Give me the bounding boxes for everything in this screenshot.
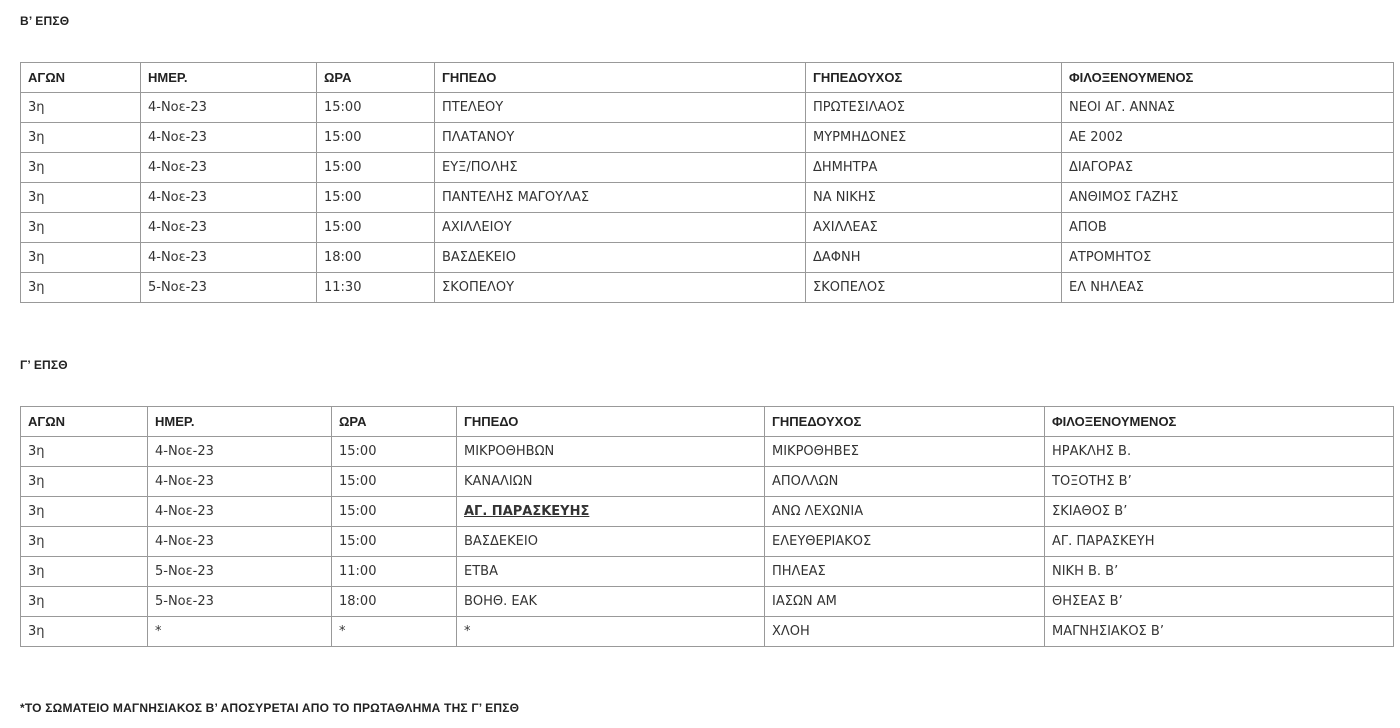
cell-venue: ΒΟΗΘ. ΕΑΚ — [457, 587, 765, 617]
cell-home-team: ΝΑ ΝΙΚΗΣ — [806, 183, 1062, 213]
cell-away-team: ΑΤΡΟΜΗΤΟΣ — [1062, 243, 1394, 273]
header-date: ΗΜΕΡ. — [148, 407, 332, 437]
cell-round: 3η — [21, 213, 141, 243]
cell-away-team: ΝΙΚΗ Β. Β’ — [1045, 557, 1394, 587]
cell-venue: ΠΑΝΤΕΛΗΣ ΜΑΓΟΥΛΑΣ — [435, 183, 806, 213]
cell-home-team: ΔΑΦΝΗ — [806, 243, 1062, 273]
cell-away-team: ΑΕ 2002 — [1062, 123, 1394, 153]
cell-date: 4-Νοε-23 — [141, 243, 317, 273]
cell-venue: ΣΚΟΠΕΛΟΥ — [435, 273, 806, 303]
cell-away-team: ΕΛ ΝΗΛΕΑΣ — [1062, 273, 1394, 303]
cell-date: 4-Νοε-23 — [148, 437, 332, 467]
cell-time: 11:00 — [332, 557, 457, 587]
cell-home-team: ΠΗΛΕΑΣ — [765, 557, 1045, 587]
cell-time: 15:00 — [317, 183, 435, 213]
cell-time: 15:00 — [317, 123, 435, 153]
header-venue: ΓΗΠΕΔΟ — [457, 407, 765, 437]
cell-round: 3η — [21, 93, 141, 123]
header-time: ΩΡΑ — [332, 407, 457, 437]
cell-away-team: ΤΟΞΟΤΗΣ Β’ — [1045, 467, 1394, 497]
table-row — [21, 557, 1394, 587]
cell-venue: ΠΤΕΛΕΟΥ — [435, 93, 806, 123]
table-row — [21, 243, 1394, 273]
cell-round: 3η — [21, 467, 148, 497]
cell-round: 3η — [21, 123, 141, 153]
cell-round: 3η — [21, 527, 148, 557]
header-date: ΗΜΕΡ. — [141, 63, 317, 93]
cell-venue: ΜΙΚΡΟΘΗΒΩΝ — [457, 437, 765, 467]
cell-time: 15:00 — [332, 497, 457, 527]
cell-venue: ΕΥΞ/ΠΟΛΗΣ — [435, 153, 806, 183]
cell-date: 4-Νοε-23 — [141, 153, 317, 183]
cell-home-team: ΑΧΙΛΛΕΑΣ — [806, 213, 1062, 243]
cell-venue: ΑΧΙΛΛΕΙΟΥ — [435, 213, 806, 243]
table-row — [21, 213, 1394, 243]
cell-away-team: ΔΙΑΓΟΡΑΣ — [1062, 153, 1394, 183]
header-time: ΩΡΑ — [317, 63, 435, 93]
cell-home-team: ΕΛΕΥΘΕΡΙΑΚΟΣ — [765, 527, 1045, 557]
cell-away-team: ΝΕΟΙ ΑΓ. ΑΝΝΑΣ — [1062, 93, 1394, 123]
cell-home-team: ΜΙΚΡΟΘΗΒΕΣ — [765, 437, 1045, 467]
header-venue: ΓΗΠΕΔΟ — [435, 63, 806, 93]
header-away-team: ΦΙΛΟΞΕΝΟΥΜΕΝΟΣ — [1045, 407, 1394, 437]
header-home-team: ΓΗΠΕΔΟΥΧΟΣ — [806, 63, 1062, 93]
cell-date: 4-Νοε-23 — [148, 467, 332, 497]
cell-time: 15:00 — [317, 93, 435, 123]
cell-venue: ΒΑΣΔΕΚΕΙΟ — [457, 527, 765, 557]
cell-venue: ΚΑΝΑΛΙΩΝ — [457, 467, 765, 497]
header-round: ΑΓΩΝ — [21, 407, 148, 437]
cell-away-team: ΜΑΓΝΗΣΙΑΚΟΣ Β’ — [1045, 617, 1394, 647]
cell-round: 3η — [21, 183, 141, 213]
cell-venue: ΒΑΣΔΕΚΕΙΟ — [435, 243, 806, 273]
section-title-b-epsth: Β’ ΕΠΣΘ — [20, 14, 70, 28]
cell-time: 18:00 — [332, 587, 457, 617]
fixtures-table-g-epsth — [20, 406, 1394, 647]
cell-time: 15:00 — [317, 153, 435, 183]
cell-date: 4-Νοε-23 — [141, 93, 317, 123]
cell-date: 5-Νοε-23 — [148, 587, 332, 617]
table-row — [21, 467, 1394, 497]
table-row — [21, 497, 1394, 527]
cell-round: 3η — [21, 273, 141, 303]
table-row — [21, 93, 1394, 123]
cell-home-team: ΠΡΩΤΕΣΙΛΑΟΣ — [806, 93, 1062, 123]
cell-home-team: ΔΗΜΗΤΡΑ — [806, 153, 1062, 183]
cell-round: 3η — [21, 557, 148, 587]
table-header-row — [21, 63, 1394, 93]
table-row — [21, 617, 1394, 647]
cell-date: 4-Νοε-23 — [148, 497, 332, 527]
venue-link[interactable]: ΑΓ. ΠΑΡΑΣΚΕΥΗΣ — [457, 497, 765, 527]
cell-away-team: ΑΠΟΒ — [1062, 213, 1394, 243]
cell-away-team: ΣΚΙΑΘΟΣ Β’ — [1045, 497, 1394, 527]
cell-venue: ΠΛΑΤΑΝΟΥ — [435, 123, 806, 153]
cell-time: 11:30 — [317, 273, 435, 303]
cell-home-team: ΑΠΟΛΛΩΝ — [765, 467, 1045, 497]
cell-date: 5-Νοε-23 — [141, 273, 317, 303]
cell-home-team: ΣΚΟΠΕΛΟΣ — [806, 273, 1062, 303]
cell-time: * — [332, 617, 457, 647]
table-row — [21, 527, 1394, 557]
cell-time: 15:00 — [332, 437, 457, 467]
cell-time: 18:00 — [317, 243, 435, 273]
header-home-team: ΓΗΠΕΔΟΥΧΟΣ — [765, 407, 1045, 437]
cell-round: 3η — [21, 587, 148, 617]
table-row — [21, 587, 1394, 617]
cell-round: 3η — [21, 497, 148, 527]
header-round: ΑΓΩΝ — [21, 63, 141, 93]
cell-round: 3η — [21, 153, 141, 183]
section-title-g-epsth: Γ’ ΕΠΣΘ — [20, 358, 68, 372]
table-row — [21, 273, 1394, 303]
cell-away-team: ΑΝΘΙΜΟΣ ΓΑΖΗΣ — [1062, 183, 1394, 213]
cell-date: 4-Νοε-23 — [141, 183, 317, 213]
cell-home-team: ΧΛΟΗ — [765, 617, 1045, 647]
cell-date: 4-Νοε-23 — [141, 123, 317, 153]
cell-time: 15:00 — [332, 527, 457, 557]
header-away-team: ΦΙΛΟΞΕΝΟΥΜΕΝΟΣ — [1062, 63, 1394, 93]
cell-time: 15:00 — [317, 213, 435, 243]
cell-away-team: ΘΗΣΕΑΣ Β’ — [1045, 587, 1394, 617]
table-row — [21, 123, 1394, 153]
cell-date: 4-Νοε-23 — [148, 527, 332, 557]
cell-home-team: ΜΥΡΜΗΔΟΝΕΣ — [806, 123, 1062, 153]
table-row — [21, 183, 1394, 213]
cell-home-team: ΑΝΩ ΛΕΧΩΝΙΑ — [765, 497, 1045, 527]
cell-away-team: ΗΡΑΚΛΗΣ Β. — [1045, 437, 1394, 467]
table-header-row — [21, 407, 1394, 437]
table-row — [21, 437, 1394, 467]
table-row — [21, 153, 1394, 183]
footnote: *ΤΟ ΣΩΜΑΤΕΙΟ ΜΑΓΝΗΣΙΑΚΟΣ Β’ ΑΠΟΣΥΡΕΤΑΙ ΑΠΟ ΤΟ ΠΡΩΤΑΘΛΗΜΑ ΤΗΣ Γ’ ΕΠΣΘ — [20, 701, 520, 715]
fixtures-table-b-epsth — [20, 62, 1394, 303]
cell-round: 3η — [21, 243, 141, 273]
cell-date: 4-Νοε-23 — [141, 213, 317, 243]
cell-venue: ΕΤΒΑ — [457, 557, 765, 587]
cell-time: 15:00 — [332, 467, 457, 497]
cell-home-team: ΙΑΣΩΝ ΑΜ — [765, 587, 1045, 617]
cell-round: 3η — [21, 437, 148, 467]
cell-round: 3η — [21, 617, 148, 647]
cell-date: * — [148, 617, 332, 647]
cell-date: 5-Νοε-23 — [148, 557, 332, 587]
cell-away-team: ΑΓ. ΠΑΡΑΣΚΕΥΗ — [1045, 527, 1394, 557]
cell-venue: * — [457, 617, 765, 647]
